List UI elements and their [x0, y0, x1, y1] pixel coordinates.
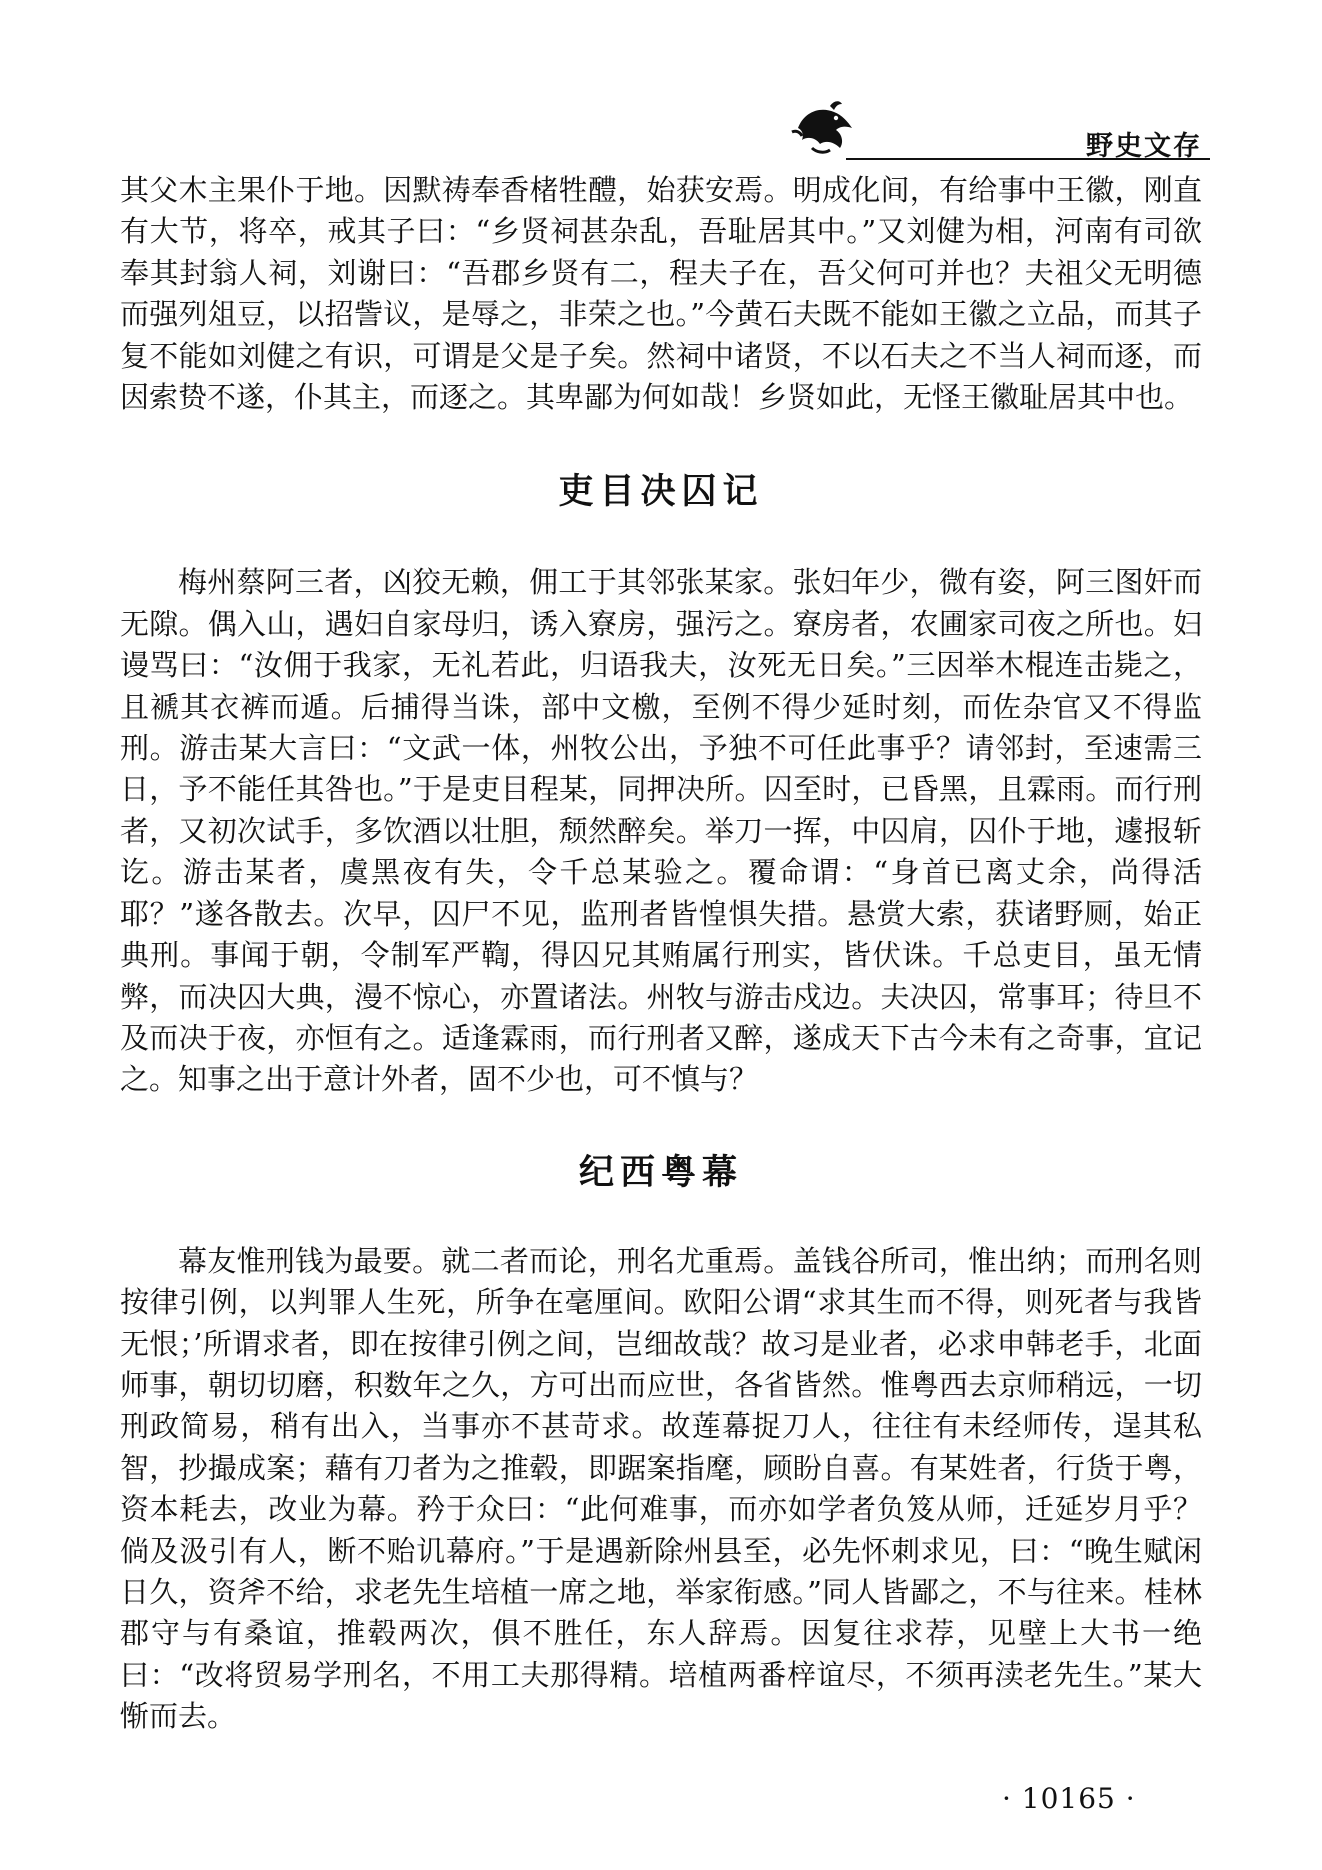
page-body — [120, 170, 1202, 1738]
header-rule — [846, 158, 1210, 160]
section-title: 纪西粤幕 — [578, 1151, 743, 1193]
page-number: · 10165 · — [1002, 1782, 1136, 1815]
series-title: 野史文存 — [1086, 131, 1202, 162]
dragon-emblem-icon — [790, 98, 860, 156]
section-title: 吏目决囚记 — [558, 471, 764, 513]
paragraph: 梅州蔡阿三者，凶狡无赖，佣工于其邻张某家。张妇年少，微有姿，阿三图奸而无隙。偶入山，遇妇自家母归，诱入寮房，强污之。寮房者，农圃家司夜之所也。妇谩骂曰：“汝佣于我家，无礼若此，归语我夫，汝死无日矣。”三因举木棍连击毙之，且褫其衣裤而遁。后捕得当诛，部中文檄，至例不得少延时刻，而佐杂官又不得监刑。游击某大言曰：“文武一体，州牧公出，予独不可任此事乎？请邻封，至速需三日，予不能任其咎也。”于是吏目程某，同押决所。囚至时，已昏黑，且霖雨。而行刑者，又初次试手，多饮酒以壮胆，颓然醉矣。举刀一挥，中囚肩，囚仆于地，遽报斩讫。游击某者，虞黑夜有失，令千总某验之。覆命谓：“身首已离丈余，尚得活耶？”遂各散去。次早，囚尸不见，监刑者皆惶惧失措。悬赏大索，获诸野厕，始正典刑。事闻于朝，令制军严鞫，得囚兄其贿属行刑实，皆伏诛。千总吏目，虽无情弊，而决囚大典，漫不惊心，亦置诸法。州牧与游击戍边。夫决囚，常事耳；待旦不及而决于夜，亦恒有之。适逢霖雨，而行刑者又醉，遂成天下古今未有之奇事，宜记之。知事之出于意计外者，固不少也，可不慎与？ — [120, 565, 1202, 1097]
paragraph: 幕友惟刑钱为最要。就二者而论，刑名尤重焉。盖钱谷所司，惟出纳；而刑名则按律引例，以判罪人生死，所争在毫厘间。欧阳公谓“求其生而不得，则死者与我皆无恨；’所谓求者，即在按律引例之间，岂细故哉？故习是业者，必求申韩老手，北面师事，朝切切磨，积数年之久，方可出而应世，各省皆然。惟粤西去京师稍远，一切刑政简易，稍有出入，当事亦不甚苛求。故莲幕捉刀人，往往有未经师传，逞其私智，抄撮成案；藉有刀者为之推毂，即踞案指麾，顾盼自喜。有某姓者，行货于粤，资本耗去，改业为幕。矜于众曰：“此何难事，而亦如学者负笈从师，迁延岁月乎？倘及汲引有人，断不贻讥幕府。”于是遇新除州县至，必先怀刺求见，曰：“晚生赋闲日久，资斧不给，求老先生培植一席之地，举家衔感。”同人皆鄙之，不与往来。桂林郡守与有桑谊，推毂两次，俱不胜任，东人辞焉。因复往求荐，见壁上大书一绝曰：“改将贸易学刑名，不用工夫那得精。培植两番梓谊尽，不须再渎老先生。”某大惭而去。 — [120, 1243, 1202, 1734]
running-header — [790, 98, 1210, 164]
paragraph-continued: 其父木主果仆于地。因默祷奉香楮牲醴，始获安焉。明成化间，有给事中王徽，刚直有大节，将卒，戒其子曰：“乡贤祠甚杂乱，吾耻居其中。”又刘健为相，河南有司欲奉其封翁人祠，刘谢曰：“吾郡乡贤有二，程夫子在，吾父何可并也？夫祖父无明德而强列俎豆，以招訾议，是辱之，非荣之也。”今黄石夫既不能如王徽之立品，而其子复不能如刘健之有识，可谓是父是子矣。然祠中诸贤，不以石夫之不当人祠而逐，而因索贽不遂，仆其主，而逐之。其卑鄙为何如哉！乡贤如此，无怪王徽耻居其中也。 — [120, 173, 1202, 415]
